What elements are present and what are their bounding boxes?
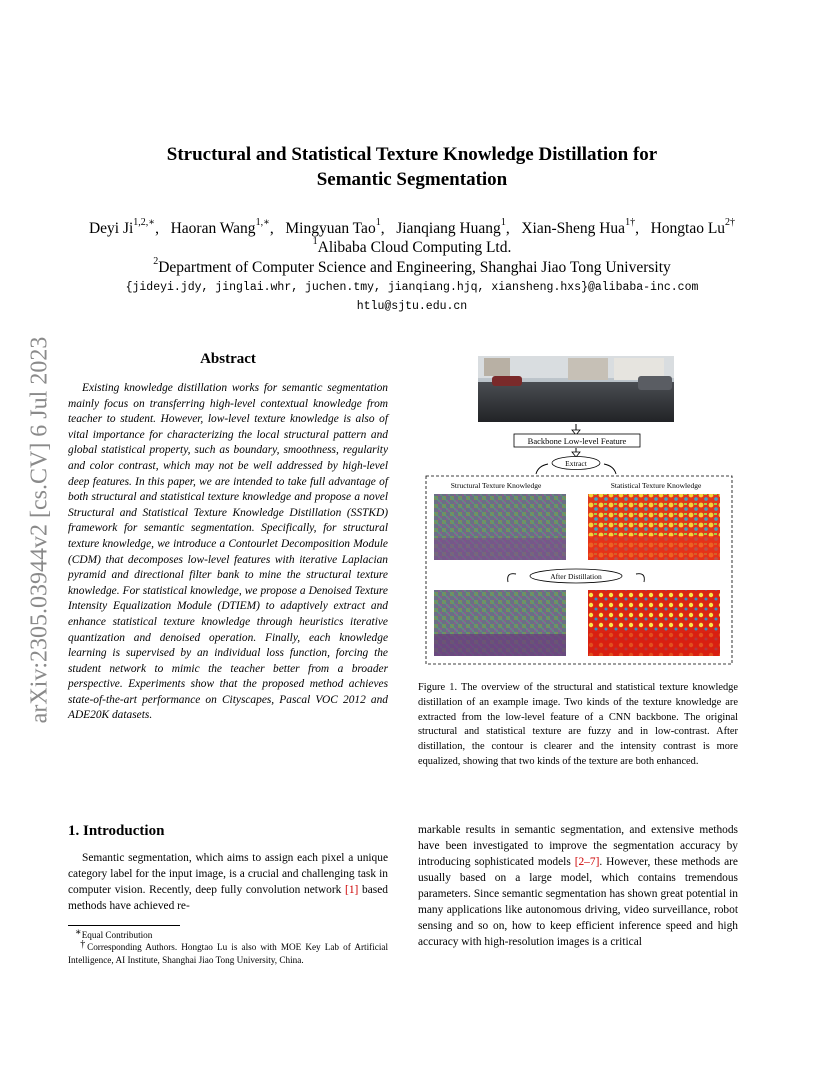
arxiv-id-text: arXiv:2305.03944v2 [cs.CV] 6 Jul 2023	[26, 336, 53, 724]
author: Jianqiang Huang$^1$	[396, 217, 506, 237]
intro-paragraph-col1: Semantic segmentation, which aims to assign each pixel a unique category label for the input image, is a crucial and challenging task in computer vision. Recently, deep fully convolution network [1] based methods have achieved re-	[68, 852, 388, 912]
figure-1-diagram	[418, 352, 738, 672]
abstract-body: Existing knowledge distillation works for semantic segmentation mainly focus on transferring high-level contextual knowledge from teacher to student. However, low-level texture knowledge is also of vital importance for characterizing the local structural pattern and global statistical property, such as boundary, smoothness, regularity and color contrast, which may not be well addressed by high-level deep features. In this paper, we are intended to take full advantage of both structural and statistical texture knowledge and propose a novel Structural and Statistical Texture Knowledge Distillation (SSTKD) framework for semantic segmentation. Specifically, for structural texture knowledge, we introduce a Contourlet Decomposition Module (CDM) that decomposes low-level features with iterative Laplacian pyramid and directional filter bank to mine the structural texture knowledge. For statistical knowledge, we propose a Denoised Texture Intensity Equalization Module (DTIEM) to adaptively extract and enhance statistical texture knowledge through heuristics iterative quantization and denoised operation. Finally, each knowledge learning is supervised by an individual loss function, forcing the student network to mimic the teacher better from a broader perspective. Experiments show that the proposed method achieves state-of-the-art performance on Cityscapes, Pascal VOC 2012 and ADE20K datasets.	[68, 382, 388, 722]
figure-1	[418, 352, 738, 672]
title-line-1: Structural and Statistical Texture Knowledge Distillation for	[166, 144, 658, 165]
author: Haoran Wang$^{1,∗}$	[170, 217, 270, 237]
paper-title	[90, 142, 734, 192]
arxiv-side-identifier	[20, 300, 60, 760]
citation-link[interactable]: [2–7]	[574, 856, 600, 868]
footnote-corresponding: †Corresponding Authors. Hongtao Lu is also with MOE Key Lab of Artificial Intelligence, AI Institute, Shanghai Jiao Tong University, China.	[68, 939, 389, 965]
statistical-label: Statistical Texture Knowledge	[610, 481, 702, 490]
section-heading-introduction: 1. Introduction	[68, 823, 165, 839]
street-photo	[478, 356, 674, 422]
title-line-2: Semantic Segmentation	[316, 169, 508, 190]
after-distillation-label: After Distillation	[550, 572, 602, 581]
figure-1-caption: Figure 1. The overview of the structural and statistical texture knowledge distillation of an example image. Two kinds of the texture knowledge are extracted from the low-level feature of a CNN backbone. The original structural and statistical texture are fuzzy and in low-contrast. After distillation, the contour is clearer and the intensity contrast is more equalized, showing that two kinds of the texture are both enhanced.	[418, 682, 738, 767]
extract-label: Extract	[565, 459, 587, 468]
intro-paragraph-col2: markable results in semantic segmentation, and extensive methods have been investigated to improve the segmentation accuracy by introducing sophisticated models [2–7]. However, these methods are usually based on a large model, which contains tremendous parameters. Since semantic segmentation has shown great potential in many applications like autonomous driving, video surveillance, robot sensing and so on, how to keep efficient inference speed and high accuracy with high-resolution images is a critical	[418, 824, 738, 948]
citation-link[interactable]: [1]	[345, 884, 359, 896]
affiliation-2: $^2$Department of Computer Science and Engineering, Shanghai Jiao Tong University	[153, 256, 671, 276]
emails-line-1: {jideyi.jdy, jinglai.whr, juchen.tmy, jianqiang.hjq, xiansheng.hxs}@alibaba-inc.com	[125, 281, 699, 294]
emails-line-2: htlu@sjtu.edu.cn	[356, 300, 468, 313]
structural-label: Structural Texture Knowledge	[450, 481, 542, 490]
author: Xian-Sheng Hua$^{1\dagger}$	[521, 217, 636, 237]
affiliation-1: $^1$Alibaba Cloud Computing Ltd.	[312, 236, 512, 256]
author: Hongtao $Lu^{2\dagger}$	[650, 217, 736, 237]
author: Deyi $Ji^{1,2,∗}$	[88, 217, 156, 237]
author: Mingyuan Tao$^1$	[285, 217, 381, 237]
author-list: Deyi $Ji^{1,2,∗}$, Haoran Wang$^{1,∗}$, Mingyuan Tao$^1$, Jianqiang Huang$^1$, Xian-Sheng Hua$^{1\dagger}$, Hongtao $Lu^{2\dagger}$	[88, 217, 736, 237]
footnote-rule	[68, 925, 180, 926]
abstract-heading: Abstract	[200, 351, 256, 367]
backbone-label: Backbone Low-level Feature	[527, 436, 627, 446]
footnote-equal-contribution: ∗Equal Contribution	[74, 927, 153, 940]
